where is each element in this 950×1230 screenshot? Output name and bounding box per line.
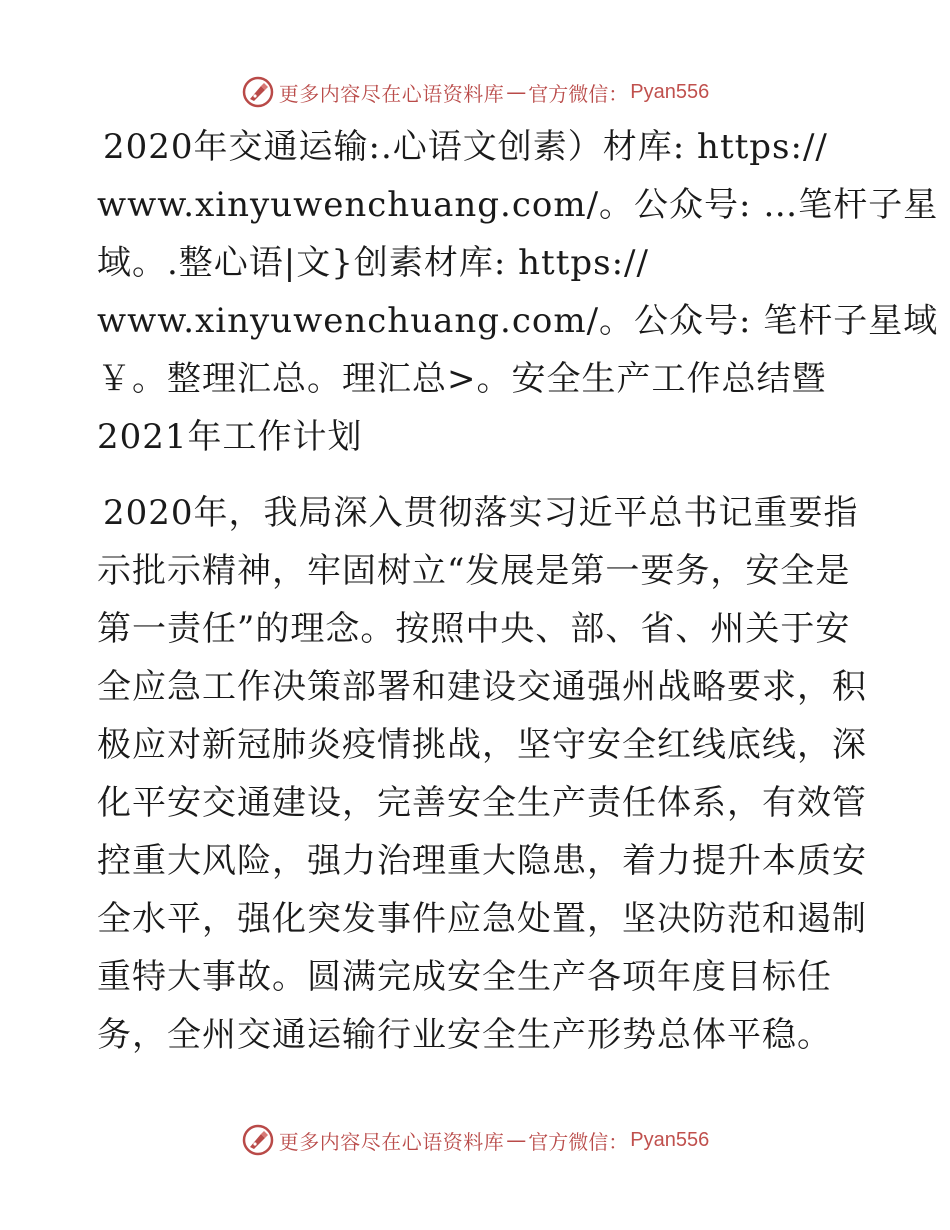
title-line: www.xinyuwenchuang.com/。公众号: 笔杆子星域 — [97, 301, 939, 341]
paragraph-line: 极应对新冠肺炎疫情挑战，坚守安全红线底线，深 — [97, 725, 867, 765]
banner-site-text: 更多内容尽在心语资料库 — [278, 81, 505, 106]
title-line: 2020年交通运输:.心语文创素）材库: https:// — [103, 127, 828, 167]
paragraph-line: 化平安交通建设，完善安全生产责任体系，有效管 — [97, 783, 867, 823]
paragraph-line: 示批示精神，牢固树立“发展是第一要务，安全是 — [97, 551, 851, 591]
pen-nib-logo-icon — [241, 1123, 275, 1157]
banner-account: Pyan556 — [630, 1128, 710, 1151]
paragraph-line: 全应急工作决策部署和建设交通强州战略要求，积 — [97, 667, 867, 707]
banner-wechat-label: 官方微信： — [528, 1129, 629, 1154]
paragraph-line: 2020年，我局深入贯彻落实习近平总书记重要指 — [103, 493, 859, 533]
banner-site-text: 更多内容尽在心语资料库 — [278, 1129, 505, 1154]
paragraph-line: 第一责任”的理念。按照中央、部、省、州关于安 — [97, 609, 851, 649]
paragraph-line: 全水平，强化突发事件应急处置，坚决防范和遏制 — [97, 899, 867, 939]
paragraph-line: 控重大风险，强力治理重大隐患，着力提升本质安 — [97, 841, 867, 881]
paragraph-line: 重特大事故。圆满完成安全生产各项年度目标任 — [97, 957, 832, 997]
title-line: www.xinyuwenchuang.com/。公众号: …笔杆子星 — [97, 185, 939, 225]
header-banner — [0, 72, 950, 112]
pen-nib-logo-icon — [241, 75, 275, 109]
title-line: ￥。整理汇总。理汇总>。安全生产工作总结暨 — [97, 359, 827, 399]
banner-separator: — — [506, 1128, 527, 1152]
body-paragraph — [97, 484, 867, 1064]
title-block — [97, 118, 939, 466]
banner-account: Pyan556 — [630, 80, 710, 103]
banner-separator: — — [506, 80, 527, 104]
title-line: 2021年工作计划 — [97, 417, 363, 457]
banner-wechat-label: 官方微信： — [528, 81, 629, 106]
footer-banner — [0, 1120, 950, 1160]
title-line: 域。.整心语|文}创素材库: https:// — [97, 243, 649, 283]
paragraph-line: 务，全州交通运输行业安全生产形势总体平稳。 — [97, 1015, 832, 1055]
